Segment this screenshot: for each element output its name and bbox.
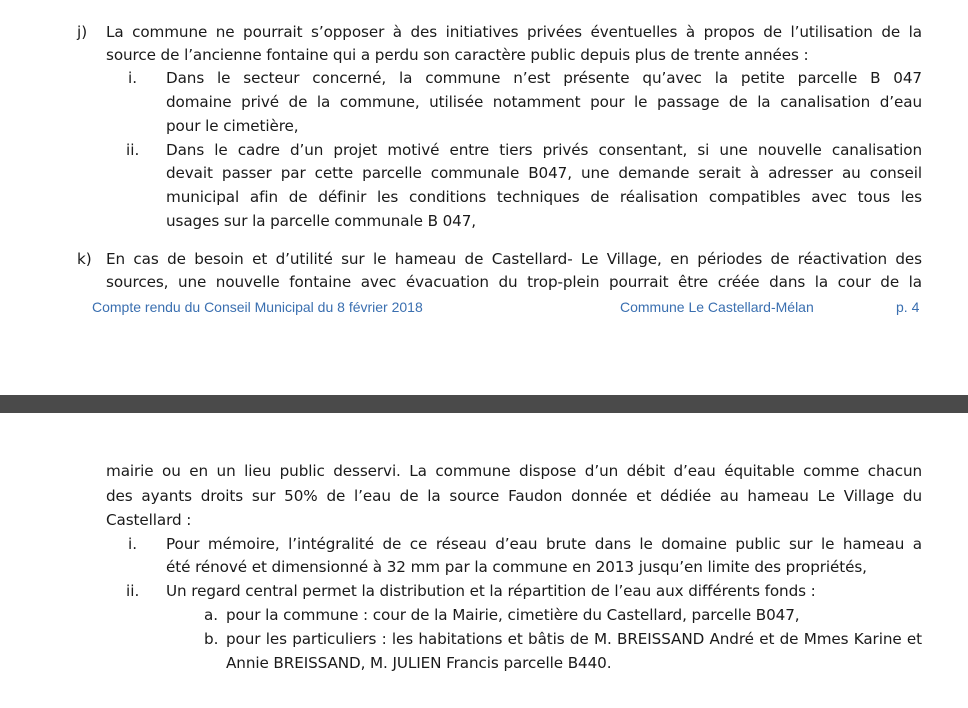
item-j-i-marker: i. xyxy=(128,69,138,87)
item-k-ii-marker: ii. xyxy=(126,582,140,600)
item-j-line-2: source de l’ancienne fontaine qui a perdu son caractère public depuis plus de trente années : xyxy=(106,46,809,64)
continuation-line-3: Castellard : xyxy=(106,511,192,529)
item-j-ii-line-3: municipal afin de définir les conditions techniques de réalisation compatibles avec tous les xyxy=(166,188,922,206)
item-j-ii-line-4: usages sur la parcelle communale B 047, xyxy=(166,212,477,230)
item-j-ii-marker: ii. xyxy=(126,141,140,159)
item-k-ii-b-line-2: Annie BREISSAND, M. JULIEN Francis parcelle B440. xyxy=(226,654,612,672)
item-k-ii-a-line-1: pour la commune : cour de la Mairie, cimetière du Castellard, parcelle B047, xyxy=(226,606,800,624)
item-k-i-line-1: Pour mémoire, l’intégralité de ce réseau d’eau brute dans le domaine public sur le hameau a xyxy=(166,535,922,553)
item-j-ii-line-1: Dans le cadre d’un projet motivé entre tiers privés consentant, si une nouvelle canalisation xyxy=(166,141,922,159)
footer-commune-name: Commune Le Castellard-Mélan xyxy=(620,299,814,315)
item-j-i-line-3: pour le cimetière, xyxy=(166,117,299,135)
item-j-marker: j) xyxy=(77,23,88,41)
item-k-i-line-2: été rénové et dimensionné à 32 mm par la commune en 2013 jusqu’en limite des propriétés, xyxy=(166,558,867,576)
item-j-i-line-1: Dans le secteur concerné, la commune n’est présente qu’avec la petite parcelle B 047 xyxy=(166,69,922,87)
continuation-line-1: mairie ou en un lieu public desservi. La commune dispose d’un débit d’eau équitable comme chacun xyxy=(106,462,922,480)
item-j-ii-line-2: devait passer par cette parcelle communale B047, une demande serait à adresser au conseil xyxy=(166,164,922,182)
item-k-ii-b-line-1: pour les particuliers : les habitations et bâtis de M. BREISSAND André et de Mmes Karine et xyxy=(226,630,922,648)
item-k-ii-line-1: Un regard central permet la distribution et la répartition de l’eau aux différents fonds : xyxy=(166,582,816,600)
item-k-line-2: sources, une nouvelle fontaine avec évacuation du trop-plein pourrait être créée dans la cour de la xyxy=(106,273,922,291)
item-k-marker: k) xyxy=(77,250,92,268)
document-page-5 xyxy=(0,413,968,708)
item-k-ii-a-marker: a. xyxy=(204,606,219,624)
item-j-i-line-2: domaine privé de la commune, utilisée notamment pour le passage de la canalisation d’eau xyxy=(166,93,922,111)
item-k-line-1: En cas de besoin et d’utilité sur le hameau de Castellard- Le Village, en périodes de réactivation des xyxy=(106,250,922,268)
item-j-line-1: La commune ne pourrait s’opposer à des initiatives privées éventuelles à propos de l’utilisation de la xyxy=(106,23,922,41)
footer-page-number: p. 4 xyxy=(896,299,920,315)
continuation-line-2: des ayants droits sur 50% de l’eau de la source Faudon donnée et dédiée au hameau Le Village du xyxy=(106,487,922,505)
item-k-i-marker: i. xyxy=(128,535,138,553)
page-separator xyxy=(0,395,968,413)
item-k-ii-b-marker: b. xyxy=(204,630,219,648)
footer-meeting-title: Compte rendu du Conseil Municipal du 8 février 2018 xyxy=(92,299,423,315)
